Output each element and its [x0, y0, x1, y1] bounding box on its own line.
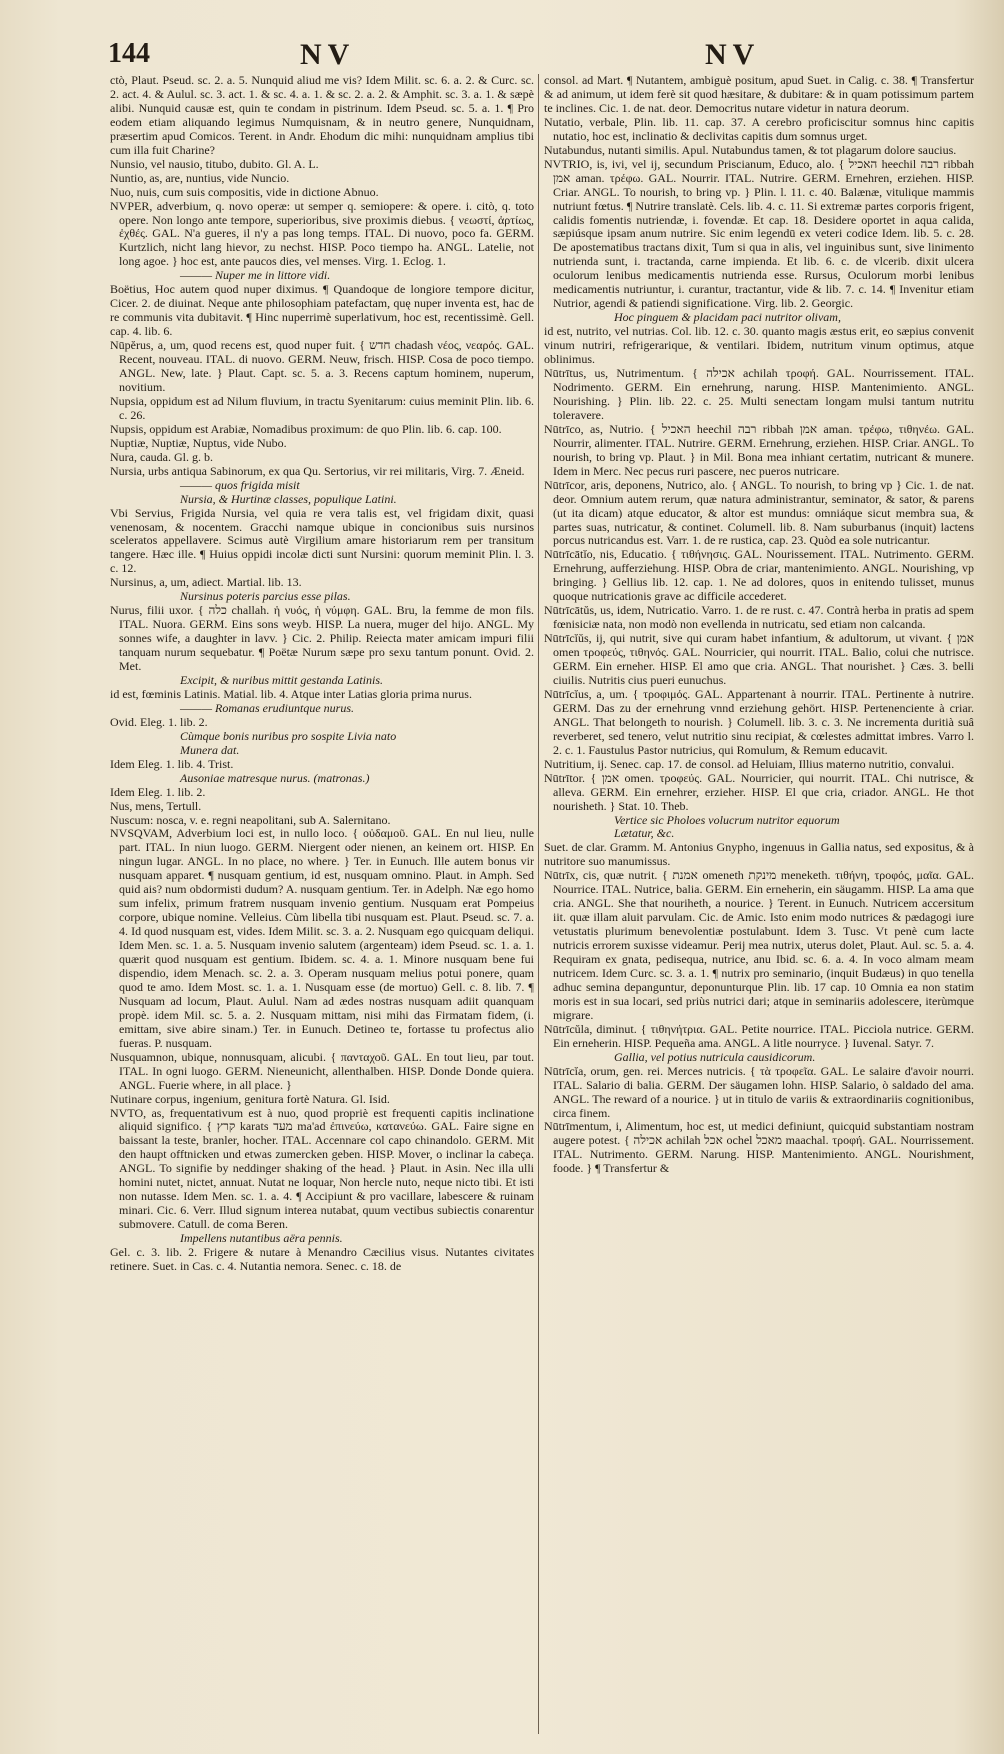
left-column-continuation: Ovid. Eleg. 1. lib. 2.	[110, 714, 208, 729]
left-column-quote: Nursia, & Hurtinæ classes, populique Latini.	[180, 491, 397, 506]
page-number: 144	[108, 38, 150, 69]
right-column-quote: Lætatur, &c.	[614, 826, 675, 841]
left-column-continuation: Idem Eleg. 1. lib. 2.	[110, 784, 206, 799]
right-column-entry: Nutabundus, nutanti similis. Apul. Nutabundus tamen, & tot plagarum dolore saucius.	[544, 142, 957, 157]
right-column-entry: Nutatio, verbale, Plin. lib. 11. cap. 37. A cerebro proficiscitur somnus hinc capitis nutatio, hoc est, inclinatio & declivitas capitis dum somnus urget.	[544, 114, 974, 143]
left-column-quote: Munera dat.	[180, 742, 240, 757]
right-column-entry: Nūtrīmentum, i, Alimentum, hoc est, ut medici definiunt, quicquid substantiam nostram augere potest. { אכילה achilah אכל ochel מאכל maachal. τροφή. GAL. Nourrissement. ITAL. Nutrimento. GERM. Narung. HISP. Mantenimiento. ANGL. Nourishment, foode. } ¶ Transfertur &	[544, 1119, 974, 1176]
left-column-quote: ——— Nuper me in littore vidi.	[180, 268, 331, 283]
right-column-entry: Nūtrīx, cis, quæ nutrit. { אמנת omeneth מינקת meneketh. τιθήνη, τροφός, μαῖα. GAL. Nourrice. ITAL. Nutrice, balia. GERM. Ein erneherin, ein säugamm. HISP. La ama que cria. ANGL. She that nouriheth, a nourice. } Terent. in Eunuch. Nutricem accersitum iit. quæ illam aluit parvulam. Cic. de Amic. Isto enim modo nutrices & pædagogi iure vetustatis plurimum benevolentiæ postulabunt. Idem 3. Tusc. Vt penè cum lacte nutricis errorem suxisse videamur. Perij mea nutrix, uterus dolet, Plaut. Aul. sc. 5. a. 4. Requiram ex gnata, pedisequa, nutrice, anu Ibid. sc. 6. a. 4. In voco almam meam nutricem. Idem Curc. sc. 3. a. 1. ¶ nutrix pro seminario, (inquit Budæus) in quo tenella adhuc semina depanguntur, deponunturque Plin. lib. 17 cap. 10 Omnia ea non statim moris est in sua locari, sed priùs nutrici dari; atque in seminariis adolescere, iterùmque migrare.	[544, 868, 974, 1022]
left-column-quote: Cùmque bonis nuribus pro sospite Livia nato	[180, 728, 397, 743]
left-column-entry: Nunsio, vel nausio, titubo, dubito. Gl. A. L.	[110, 156, 319, 171]
left-column-entry: Nursia, urbs antiqua Sabinorum, ex qua Qu. Sertorius, vir rei militaris, Virg. 7. Æneid.	[110, 463, 525, 478]
right-column-entry: NVTRIO, is, ivi, vel ij, secundum Priscianum, Educo, alo. { האכיל heechil רבה ribbah אמן aman. τρέφω. GAL. Nourrir. ITAL. Nutrire. GERM. Ernehren, erziehen. HISP. Criar. ANGL. To nourish, to bring vp. } Plin. l. 11. c. 40. Balænæ, vitulique mammis nutriunt fœtus. ¶ Nutrire translatè. Cels. lib. 4. c. 11. Si extremæ partes corporis frigent, calidis fomentis nutriendæ, i. fovendæ. Et cap. 18. Desidere oportet in aqua calida, sæpiúsque ipsam anum nutrire. Sic enim legendū ex veteri codice Idem. lib. 5. c. 28. De apostematibus tractans dixit, Tum si qua in alis, vel inguinibus sunt, sive linimento nutrienda sunt, i. tractanda, carne impienda. Et lib. 6. c. de vlcerib. dixit ulcera oculorum lenibus medicamentis nutrienda esse. Rursus, Oculorum morbi lenibus medicamentis nutriuntur, i. curantur, tractantur, vide & lib. 7. c. 14. ¶ Invenitur etiam Nutrior, agendi & patiendi significatione. Virg. lib. 2. Georgic.	[544, 156, 974, 311]
left-column-entry: Nupsis, oppidum est Arabiæ, Nomadibus proximum: de quo Plin. lib. 6. cap. 100.	[110, 421, 502, 436]
right-column-quote: Vertice sic Pholoes volucrum nutritor equorum	[614, 812, 840, 827]
left-column-continuation: Gel. c. 3. lib. 2. Frigere & nutare à Menandro Cæcilius visus. Nutantes civitates retinere. Suet. in Cas. c. 4. Nutantia nemora. Senec. c. 18. de	[110, 1245, 534, 1274]
right-column-entry: Nūtrīcātŭs, us, idem, Nutricatio. Varro. 1. de re rust. c. 47. Contrà herba in pratis ad spem fœnisiciæ nata, non modò non evellenda in nutricatu, sed etiam non calcanda.	[544, 603, 974, 632]
right-column-continuation: consol. ad Mart. ¶ Nutantem, ambiguè positum, apud Suet. in Calig. c. 38. ¶ Transfertur & ad animum, ut idem ferè sit quod hæsitare, & dubitare: & in quam potissimum partem te inclines. Cic. 1. de nat. deor. Democritus nutare videtur in natura deorum.	[544, 74, 974, 115]
right-column-entry: Nūtrīcĭus, a, um. { τροφιμός. GAL. Appartenant à nourrir. ITAL. Pertinente à nutrire. GERM. Das zu der ernehrung vnnd erziehung gehört. HISP. Pertenenciente à criar. ANGL. That belongeth to nourish. } Columell. lib. 3. c. 3. Ne incrementa duritià suâ reverberet, sed tenero, velut nutritio sinu recipiat, & cœlestes admittat imbres. Varro l. 2. c. 1. Faustulus Pastor nutricius, qui Romulum, & Remum educavit.	[544, 686, 974, 757]
left-column-entry: Nutinare corpus, ingenium, genitura fortè Natura. Gl. Isid.	[110, 1091, 390, 1106]
left-column-continuation: id est, fœminis Latinis. Matial. lib. 4. Atque inter Latias gloria prima nurus.	[110, 686, 472, 701]
right-column-quote: Hoc pinguem & placidam paci nutritor olivam,	[614, 310, 841, 325]
left-column-entry: Nus, mens, Tertull.	[110, 798, 202, 813]
left-column-continuation: Boëtius, Hoc autem quod nuper diximus. ¶ Quandoque de longiore tempore dicitur, Cicer. 2. de diuinat. Neque ante philosophiam patefactam, quę nuper inventa est, hac de re communis vita dubitavit. ¶ Hinc nuperrimè superlativum, hoc est, recentissimè. Gell. cap. 4. lib. 6.	[110, 282, 534, 339]
left-column-entry: NVTO, as, frequentativum est à nuo, quod propriè est frequenti capitis inclinatione aliquid significo. { קרץ karats מעד ma'ad ἐπινεύω, κατανεύω. GAL. Faire signe en baissant la teste, branler, hocher. ITAL. Accennare col capo chinandolo. GERM. Mit den haupt offtnicken und etwas zumercken geben. HISP. Mover, o inclinar la cabeça. ANGL. To signifie by neddinger shaking of the head. } Plaut. in Asin. Nec illa ulli homini nutet, nictet, annuat. Nutat ne loquar, Non hercle nuto, neque nicto tibi. Et isti non nutasse. Idem Men. sc. 1. a. 4. ¶ Accipiunt & pro vacillare, labescere & ruinam minari. Cic. 6. Verr. Illud signum interea nutabat, quum vectibus subiectis conarentur submovere. Catull. de coma Beren.	[110, 1105, 534, 1232]
left-column-entry: NVPER, adverbium, q. novo operæ: ut semper q. semiopere: & opere. i. citò, q. toto opere. Non longo ante tempore, superioribus, sive proximis diebus. { νεωστί, ἀρτίως, ἐχθές. GAL. N'a gueres, il n'y a pas long temps. ITAL. Di nuovo, poco fa. GERM. Kurtzlich, nicht lang hievor, zu nechst. HISP. Poco tiempo ha. ANGL. Latelie, not long agoe. } hoc est, ante paucos dies, vel menses. Virg. 1. Eclog. 1.	[110, 198, 534, 269]
left-column-entry: Nūpĕrus, a, um, quod recens est, quod nuper fuit. { חדש chadash νέος, νεαρός. GAL. Recent, nouveau. ITAL. di nuovo. GERM. Neuw, frisch. HISP. Cosa de poco tiempo. ANGL. New, late. } Plaut. Capt. sc. 5. a. 3. Recens captum hominem, nuperum, novitium.	[110, 338, 534, 394]
left-column-quote: ——— quos frigida misit	[180, 477, 300, 492]
left-column-entry: Nupsia, oppidum est ad Nilum fluvium, in tractu Syenitarum: cuius meminit Plin. lib. 6. c. 26.	[110, 393, 534, 422]
left-column-entry: NVSQVAM, Adverbium loci est, in nullo loco. { οὐδαμοῦ. GAL. En nul lieu, nulle part. ITAL. In niun luogo. GERM. Niergent oder nienen, an keinem ort. HISP. En ningun lugar. ANGL. In no place, no where. } Ter. in Eunuch. Ille autem bonus vir nusquam apparet. ¶ nusquam gentium, id est, nusquam omnino. Plaut. in Amph. Sed quid ais? num obdormisti dudum? A. nusquam gentium. Ter. in Adelph. Næ ego homo sum infelix, primum fratrem nusquam invenio gentium. Nusquam erat Pompeius corpore, ubique nomine. Velleius. Cùm libella tibi nusquam est. Plaut. Pseud. sc. 7. a. 4. Id quod nusquam est, vides. Idem Milit. sc. 3. a. 2. Nusquam ego quicquam deliqui. Idem Men. sc. 1. a. 5. Nusquam invenio salutem (argenteam) idem Pseud. sc. 1. a. 1. quærit quod nusquam est gentium. Ibidem. sc. 4. a. 1. Minore nusquam bene fui dispendio, idem Menach. sc. 2. a. 3. Operam nusquam melius potui ponere, quam quod te amo. Idem Most. sc. 1. a. 1. Nusquam esse (de mortuo) Gell. c. 8. lib. 7. ¶ Nusquam ad locum, Plaut. Aulul. Nam ad ædes nostras nusquam adiit quanquam propè. idem Mil. sc. 5. a. 2. Nusquam mittam, nisi mihi das Firmatam fidem, (i. emittam, sive abire sinam.) Ter. in Eunuch. Detineo te, fortasse tu profectus alio fueras. P. nusquam.	[110, 826, 534, 1050]
left-column-continuation: Idem Eleg. 1. lib. 4. Trist.	[110, 756, 234, 771]
running-head-right: NV	[705, 38, 761, 71]
left-column-entry: Nurus, filii uxor. { כלה challah. ἡ νυός, ἡ νύμφη. GAL. Bru, la femme de mon fils. ITAL. Nuora. GERM. Eins sons weyb. HISP. La nuera, muger del hijo. ANGL. My sonnes wife, a daughter in lavv. } Cic. 2. Philip. Reiecta mater amicam impuri filii tanquam nurum sequebatur. ¶ Poëtæ Nurum sæpe pro sexu tantum ponunt. Ovid. 2. Met.	[110, 603, 534, 674]
running-head-left: NV	[300, 38, 356, 71]
left-column-continuation: ctò, Plaut. Pseud. sc. 2. a. 5. Nunquid aliud me vis? Idem Milit. sc. 6. a. 2. & Curc. sc. 2. act. 4. & Aulul. sc. 3. act. 1. & sc. 4. a. 1. & sc. 2. a. 2. & Amphit. sc. 3. a. 1. & sæpè alibi. Nunquid causæ est, quin te condam in pistrinum. Idem Pseud. sc. 5. a. 1. ¶ Pro eodem etiam aliquando legimus Numquisnam, & in neutro genere, Nunquidnam, præsertim apud Comicos. Terent. in Andr. Ehodum dic mihi: nunquidnam amplius tibi cum illa fuit Charine?	[110, 74, 534, 157]
right-column	[544, 74, 974, 1734]
column-divider	[538, 74, 539, 1734]
left-column-entry: Nursinus, a, um, adiect. Martial. lib. 13.	[110, 575, 302, 590]
left-column-entry: Nuo, nuis, cum suis compositis, vide in dictione Abnuo.	[110, 184, 379, 199]
right-column-entry: Nutritium, ij. Senec. cap. 17. de consol. ad Heluiam, Illius materno nutritio, convalui.	[544, 756, 955, 771]
right-column-entry: Nūtrīcŭla, diminut. { τιθηνήτρια. GAL. Petite nourrice. ITAL. Picciola nutrice. GERM. Ein erneherin. HISP. Pequeña ama. ANGL. A litle nourryce. } Iuvenal. Satyr. 7.	[544, 1021, 974, 1050]
page-header	[0, 38, 1004, 78]
left-column-quote: Excipit, & nuribus mittit gestanda Latinis.	[180, 672, 384, 687]
right-column-continuation: id est, nutrito, vel nutrias. Col. lib. 12. c. 30. quanto magis æstus erit, eo sæpius convenit vinum nutriri, refrigerarique, & ventilari. Ibidem, nutritum vinum optimus, atque oblinimus.	[544, 324, 974, 367]
right-column-continuation: Suet. de clar. Gramm. M. Antonius Gnypho, ingenuus in Gallia natus, sed expositus, & à nutritore suo manumissus.	[544, 840, 974, 869]
right-column-entry: Nūtrītus, us, Nutrimentum. { אכילה achilah τροφή. GAL. Nourrissement. ITAL. Nodrimento. GERM. Ein ernehrung, narung. HISP. Mantenimiento. ANGL. Nourishing. } Plin. lib. 22. c. 25. Multi senectam longam mulsi tantum nutritu toleravere.	[544, 366, 974, 422]
right-column-quote: Gallia, vel potius nutricula causidicorum.	[614, 1049, 816, 1064]
left-column-quote: Impellens nutantibus aëra pennis.	[180, 1231, 343, 1246]
left-column-entry: Nusquamnon, ubique, nonnusquam, alicubi. { πανταχοῦ. GAL. En tout lieu, par tout. ITAL. In ogni luogo. GERM. Nieneunicht, allenthalben. HISP. Donde Donde quiera. ANGL. Fuerie where, in all place. }	[110, 1049, 534, 1092]
left-column-quote: ——— Romanas erudiuntque nurus.	[180, 700, 355, 715]
left-column-entry: Nuptiæ, Nuptiæ, Nuptus, vide Nubo.	[110, 435, 287, 450]
left-column-entry: Nuscum: nosca, v. e. regni neapolitani, sub A. Salernitano.	[110, 812, 391, 827]
right-column-entry: Nūtrīco, as, Nutrio. { האכיל heechil רבה ribbah אמן aman. τρέφω, τιθηνέω. GAL. Nourrir, alimenter. ITAL. Nutrire. GERM. Ernehrung, erziehen. HISP. Criar. ANGL. To nourish, to bring vp. Plaut. } in Mil. Bona mea inhiant certatim, nutricant & munere. Idem in Merc. Nec pecus ruri pascere, nec pueros nutricare.	[544, 421, 974, 478]
right-column-entry: Nūtrīcĭŭs, ij, qui nutrit, sive qui curam habet infantium, & adultorum, ut vivant. { אמן omen τροφεύς, τιθηνός. GAL. Nourricier, qui nourrit. ITAL. Balio, colui che nutrisce. GERM. Ein erneher. HISP. El amo que cria. ANGL. That nourishet. } Cæs. 3. belli ciuilis. Nutritis cius pueri eunuchus.	[544, 631, 974, 687]
left-column-quote: Nursinus poteris parcius esse pilas.	[180, 589, 351, 604]
right-column-entry: Nūtrītor. { אמן omen. τροφεύς. GAL. Nourricier, qui nourrit. ITAL. Chi nutrisce, & alleva. GERM. Ein ernehrer, erzieher. HISP. El que cria, criador. ANGL. He thot nourisheth. } Stat. 10. Theb.	[544, 770, 974, 813]
right-column-entry: Nūtrīcĭa, orum, gen. rei. Merces nutricis. { τὰ τροφεῖα. GAL. Le salaire d'avoir nourri. ITAL. Salario di balia. GERM. Der säugamen lohn. HISP. Salario, ò saldado del ama. ANGL. The reward of a nourice. } ut in titulo de variis & extraordinariis cognitionibus, circa finem.	[544, 1063, 974, 1120]
left-column-quote: Ausoniae matresque nurus. (matronas.)	[180, 770, 370, 785]
right-column-entry: Nūtrīcor, aris, deponens, Nutrico, alo. { ANGL. To nourish, to bring vp } Cic. 1. de nat. deor. Omnium autem rerum, quæ natura administrantur, seminator, & sator, & parens (ut ita dicam) atque educator, & altor est mundus: omniáque sicut membra sua, & partes suas, nutricatur, & continet. Columell. lib. 8. Nam suburbanus (inquit) lactens porcus nutricandus est. Varr. 1. de re rustica, cap. 23. Quòd ea sole nutricantur.	[544, 477, 974, 548]
left-column-entry: Nuntio, as, are, nuntius, vide Nuncio.	[110, 170, 290, 185]
left-column-continuation: Vbi Servius, Frigida Nursia, vel quia re vera talis est, vel frigidam dixit, quasi venenosam, & nocentem. Gracchi namque ubique in concionibus suis nursinos sceleratos appellavere. Scimus autè Virgilium amare historiarum rem per transitum tangere. Hæc ille. ¶ Huius oppidi incolæ dicti sunt Nursini: quorum meminit Plin. l. 3. c. 12.	[110, 505, 534, 576]
right-column-entry: Nūtrīcātĭo, nis, Educatio. { τιθήνησις. GAL. Nourissement. ITAL. Nutrimento. GERM. Ernehrung, aufferziehung. HISP. Obra de criar, mantenimiento. ANGL. Nourishing, vp bringing. } Gellius lib. 12. cap. 1. Ne ad dolores, quos in enitendo tulisset, munus quoque nutricationis grave ac difficile accederet.	[544, 547, 974, 604]
left-column	[110, 74, 534, 1734]
left-column-entry: Nura, cauda. Gl. g. b.	[110, 449, 213, 464]
